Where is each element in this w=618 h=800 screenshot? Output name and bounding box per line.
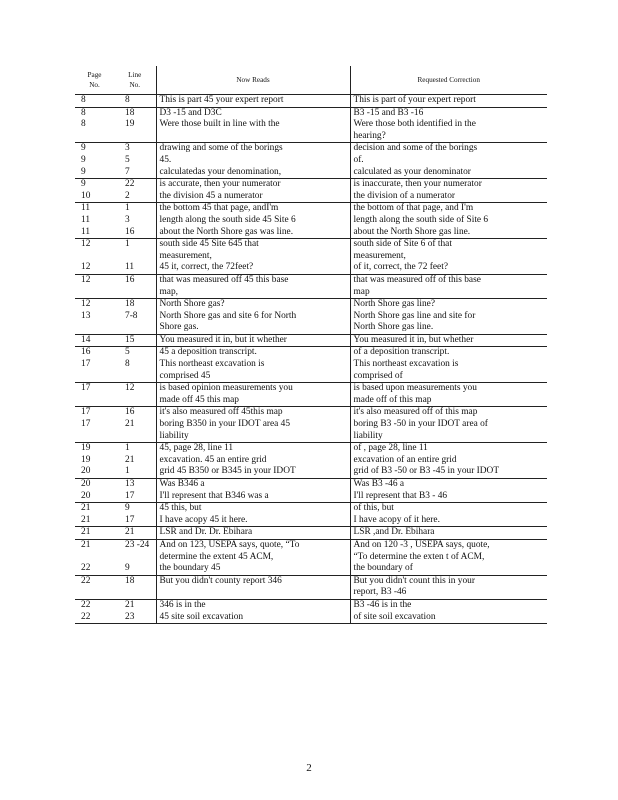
page-cell: 22 [81,611,91,622]
line-no-header [114,66,156,95]
now-reads-cell: 45 site soil excavation [156,612,350,624]
line-cell: 2 [125,190,130,201]
requested-correction-cell: of. [350,155,547,167]
page-no-label: No. [89,81,100,89]
requested-correction-cell: But you didn't count this in your [350,575,547,587]
page-cell: 11 [81,214,91,225]
page-cell: 20 [81,466,91,477]
page-cell: 14 [75,334,114,347]
table-row [75,587,547,599]
now-reads-cell: This northeast excavation is [156,359,350,371]
table-row [75,251,547,263]
table-row [75,155,547,167]
line-cell [114,251,156,263]
table-row [75,599,547,611]
requested-correction-cell: hearing? [350,131,547,143]
line-cell: 21 [125,419,135,430]
now-reads-cell: is based opinion measurements you [156,383,350,395]
page-no-header [75,66,114,95]
page-cell: 12 [75,299,114,311]
table-row [75,334,547,347]
now-reads-cell: about the North Shore gas was line. [156,227,350,239]
requested-correction-cell: map [350,287,547,299]
page-cell: 21 [75,527,114,540]
line-cell [114,431,156,443]
page-cell: 13 [81,310,91,321]
now-reads-cell: But you didn't county report 346 [156,575,350,587]
requested-correction-cell: North Shore gas line and site for [350,311,547,323]
table-row [75,552,547,564]
table-row [75,322,547,334]
requested-correction-cell: excavation of an entire grid [350,455,547,467]
page-number: 2 [306,762,312,774]
now-reads-cell: 45 it, correct, the 72feet? [156,262,350,274]
requested-correction-cell: Was B3 -46 a [350,479,547,491]
requested-correction-header: Requested Correction [350,66,547,95]
table-row [75,131,547,143]
requested-correction-cell: calculated as your denominator [350,167,547,179]
line-cell: 11 [125,262,135,273]
page-cell [75,395,114,407]
now-reads-cell: calculatedas your denomination, [156,167,350,179]
requested-correction-cell: grid of B3 -50 or B3 -45 in your IDOT [350,466,547,478]
now-reads-cell: the division 45 a numerator [156,191,350,203]
now-reads-cell: is accurate, then your numerator [156,179,350,191]
line-cell: 1 [125,466,130,477]
line-cell: 16 [114,274,156,286]
line-cell: 1 [114,203,156,215]
now-reads-cell: D3 -15 and D3C [156,107,350,119]
requested-correction-cell: I have acopy of it here. [350,515,547,527]
requested-correction-cell: the boundary of [350,563,547,575]
table-row [75,287,547,299]
page-cell: 16 [75,347,114,359]
now-reads-cell [156,587,350,599]
now-reads-cell: drawing and some of the borings [156,143,350,155]
page-cell: 10 [81,190,91,201]
line-cell: 12 [114,383,156,395]
page-cell: 12 [75,274,114,286]
page-cell: 9 [75,179,114,191]
page-cell: 21 [75,539,114,551]
line-cell: 3 [114,143,156,155]
now-reads-cell: 45. [156,155,350,167]
now-reads-cell: liability [156,431,350,443]
table-row [75,143,547,155]
requested-correction-cell: of a deposition transcript. [350,347,547,359]
line-cell: 17 [125,514,135,525]
line-cell: 9 [114,503,156,515]
now-reads-cell: LSR and Dr. Dr. Ebihara [156,527,350,540]
table-row [75,575,547,587]
line-cell: 1 [114,239,156,251]
table-row [75,443,547,455]
table-row [75,419,547,431]
page-cell: 22 [75,575,114,587]
now-reads-cell: North Shore gas? [156,299,350,311]
table-header [75,66,547,95]
line-cell: 21 [114,599,156,611]
now-reads-cell: that was measured off 45 this base [156,274,350,286]
line-cell: 21 [125,454,135,465]
table-row [75,203,547,215]
page-cell: 17 [75,407,114,419]
requested-correction-cell: liability [350,431,547,443]
page-cell [75,431,114,443]
line-cell: 7 [125,166,130,177]
table-row [75,491,547,503]
page-cell: 22 [75,599,114,611]
requested-correction-cell: about the North Shore gas line. [350,227,547,239]
requested-correction-cell: of , page 28, line 11 [350,443,547,455]
now-reads-header: Now Reads [156,66,350,95]
requested-correction-cell: it's also measured off of this map [350,407,547,419]
table-row [75,311,547,323]
line-cell: 1 [114,443,156,455]
now-reads-cell: 346 is in the [156,599,350,611]
requested-correction-cell: of site soil excavation [350,612,547,624]
now-reads-cell: I'll represent that B346 was a [156,491,350,503]
page-cell: 9 [75,143,114,155]
requested-correction-cell: This is part of your expert report [350,95,547,108]
requested-correction-cell: made off of this map [350,395,547,407]
table-row [75,359,547,371]
page-cell: 12 [75,239,114,251]
requested-correction-cell: You measured it in, but whether [350,334,547,347]
now-reads-cell: Was B346 a [156,479,350,491]
page-cell: 11 [75,203,114,215]
requested-correction-cell: the bottom of that page, and I'm [350,203,547,215]
table-row [75,466,547,478]
line-cell [114,587,156,599]
line-header-label: Line [128,71,142,79]
now-reads-cell: the bottom 45 that page, andI'm [156,203,350,215]
requested-correction-cell: length along the south side of Site 6 [350,215,547,227]
page-cell [75,287,114,299]
table-row [75,215,547,227]
requested-correction-cell: B3 -46 is in the [350,599,547,611]
table-row [75,395,547,407]
line-cell: 23 [125,611,135,622]
line-cell: 5 [114,347,156,359]
line-cell: 18 [114,299,156,311]
now-reads-cell: Were those built in line with the [156,119,350,131]
line-cell: 5 [125,154,130,165]
line-cell: 15 [114,334,156,347]
page-cell: 22 [81,563,91,574]
table-row [75,227,547,239]
requested-correction-cell: North Shore gas line. [350,322,547,334]
line-cell: 16 [125,226,135,237]
line-cell: 7-8 [125,310,138,321]
line-cell [114,395,156,407]
table-row [75,191,547,203]
requested-correction-cell: comprised of [350,371,547,383]
line-cell [114,287,156,299]
table-row [75,515,547,527]
page-cell: 20 [81,490,91,501]
page-cell: 19 [81,454,91,465]
table-row [75,383,547,395]
now-reads-cell: length along the south side 45 Site 6 [156,215,350,227]
now-reads-cell: the boundary 45 [156,563,350,575]
line-cell [114,552,156,564]
table-row [75,167,547,179]
page-cell: 9 [81,154,86,165]
table-body [75,95,547,624]
requested-correction-cell: “To determine the exten t of ACM, [350,552,547,564]
line-cell: 16 [114,407,156,419]
page-cell [75,587,114,599]
page-cell [75,552,114,564]
line-cell: 3 [125,214,130,225]
line-cell: 19 [125,119,135,130]
now-reads-cell: North Shore gas and site 6 for North [156,311,350,323]
table-row [75,299,547,311]
table-row [75,503,547,515]
table-row [75,539,547,551]
table-row [75,239,547,251]
requested-correction-cell: is based upon measurements you [350,383,547,395]
line-cell: 9 [125,563,130,574]
page-cell [75,371,114,383]
table-row [75,527,547,540]
table-row [75,347,547,359]
line-cell: 8 [125,359,130,370]
page-cell: 8 [81,119,86,130]
requested-correction-cell: that was measured off of this base [350,274,547,286]
now-reads-cell: determine the extent 45 ACM, [156,552,350,564]
line-cell: 8 [114,95,156,108]
now-reads-cell: comprised 45 [156,371,350,383]
table-row [75,563,547,575]
now-reads-cell: This is part 45 your expert report [156,95,350,108]
requested-correction-cell: This northeast excavation is [350,359,547,371]
line-cell: 13 [114,479,156,491]
requested-correction-cell: measurement, [350,251,547,263]
table-row [75,455,547,467]
page-cell: 21 [81,514,91,525]
requested-correction-cell: North Shore gas line? [350,299,547,311]
page-cell: 20 [75,479,114,491]
line-cell: 18 [114,575,156,587]
requested-correction-cell: south side of Site 6 of that [350,239,547,251]
page-header-label: Page [87,71,102,79]
requested-correction-cell: LSR ,and Dr. Ebihara [350,527,547,540]
now-reads-cell: I have acopy 45 it here. [156,515,350,527]
now-reads-cell: grid 45 B350 or B345 in your IDOT [156,466,350,478]
page-cell: 9 [81,166,86,177]
now-reads-cell: boring B350 in your IDOT area 45 [156,419,350,431]
errata-table [75,66,547,624]
now-reads-cell: And on 123, USEPA says, quote, “To [156,539,350,551]
now-reads-cell: made off 45 this map [156,395,350,407]
table-row [75,274,547,286]
table-row [75,479,547,491]
page-cell [75,131,114,143]
table-row [75,262,547,274]
page-cell [75,322,114,334]
requested-correction-cell: of this, but [350,503,547,515]
now-reads-cell: excavation. 45 an entire grid [156,455,350,467]
table-row [75,95,547,108]
table-row [75,119,547,131]
table-row [75,107,547,119]
line-cell [114,371,156,383]
line-no-label: No. [129,81,141,89]
now-reads-cell: Shore gas. [156,322,350,334]
now-reads-cell: map, [156,287,350,299]
page-cell: 8 [75,107,114,119]
page-cell [75,251,114,263]
now-reads-cell: You measured it in, but it whether [156,334,350,347]
line-cell: 18 [114,107,156,119]
line-cell [114,322,156,334]
table-row [75,407,547,419]
line-cell: 22 [114,179,156,191]
page-cell: 21 [75,503,114,515]
now-reads-cell [156,131,350,143]
line-cell [114,131,156,143]
now-reads-cell: measurement, [156,251,350,263]
line-cell: 23 -24 [114,539,156,551]
now-reads-cell: it's also measured off 45this map [156,407,350,419]
page-cell: 19 [75,443,114,455]
table-row [75,431,547,443]
table-row [75,371,547,383]
requested-correction-cell: B3 -15 and B3 -16 [350,107,547,119]
now-reads-cell: 45 a deposition transcript. [156,347,350,359]
now-reads-cell: south side 45 Site 645 that [156,239,350,251]
requested-correction-cell: boring B3 -50 in your IDOT area of [350,419,547,431]
requested-correction-cell: I'll represent that B3 - 46 [350,491,547,503]
table-row [75,612,547,624]
requested-correction-cell: decision and some of the borings [350,143,547,155]
page-cell: 12 [81,262,91,273]
now-reads-cell: 45 this, but [156,503,350,515]
line-cell: 21 [114,527,156,540]
requested-correction-cell: is inaccurate, then your numerator [350,179,547,191]
requested-correction-cell: Were those both identified in the [350,119,547,131]
requested-correction-cell: the division of a numerator [350,191,547,203]
page-cell: 17 [75,383,114,395]
requested-correction-cell: report, B3 -46 [350,587,547,599]
page-cell: 17 [81,359,91,370]
table-row [75,179,547,191]
page-cell: 8 [75,95,114,108]
line-cell: 17 [125,490,135,501]
now-reads-cell: 45, page 28, line 11 [156,443,350,455]
page-cell: 17 [81,419,91,430]
requested-correction-cell: And on 120 -3 , USEPA says, quote, [350,539,547,551]
page-cell: 11 [81,226,91,237]
requested-correction-cell: of it, correct, the 72 feet? [350,262,547,274]
